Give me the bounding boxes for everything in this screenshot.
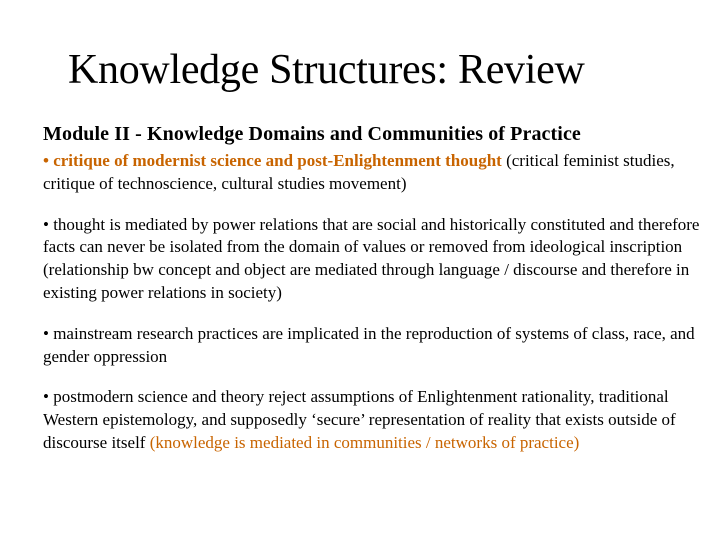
bullet-item <box>43 214 711 305</box>
bullet-text: • postmodern science and theory reject assumptions of Enlightenment rationality, traditional Western epistemology, and supposedly ‘secure’ representation of reality that exists outside of discourse itself <box>43 387 676 452</box>
bullet-text: • mainstream research practices are implicated in the reproduction of systems of class, race, and gender oppression <box>43 323 695 366</box>
bullet-list <box>43 150 711 473</box>
bullet-item <box>43 323 711 369</box>
bullet-highlight: • critique of modernist science and post-Enlightenment thought <box>43 151 502 170</box>
bullet-item <box>43 386 711 454</box>
bullet-text: (critical feminist studies, critique of technoscience, cultural studies movement) <box>43 151 675 193</box>
slide-title: Knowledge Structures: Review <box>68 47 585 93</box>
bullet-highlight: (knowledge is mediated in communities / networks of practice) <box>149 432 580 452</box>
slide-subtitle: Module II - Knowledge Domains and Communities of Practice <box>43 123 581 145</box>
bullet-item <box>43 150 711 196</box>
bullet-text: • thought is mediated by power relations that are social and historically constituted and therefore facts can never be isolated from the domain of values or removed from ideological inscription (relationship bw concept and object are mediated through language / discourse and therefore in existing power relations in society) <box>43 214 700 302</box>
